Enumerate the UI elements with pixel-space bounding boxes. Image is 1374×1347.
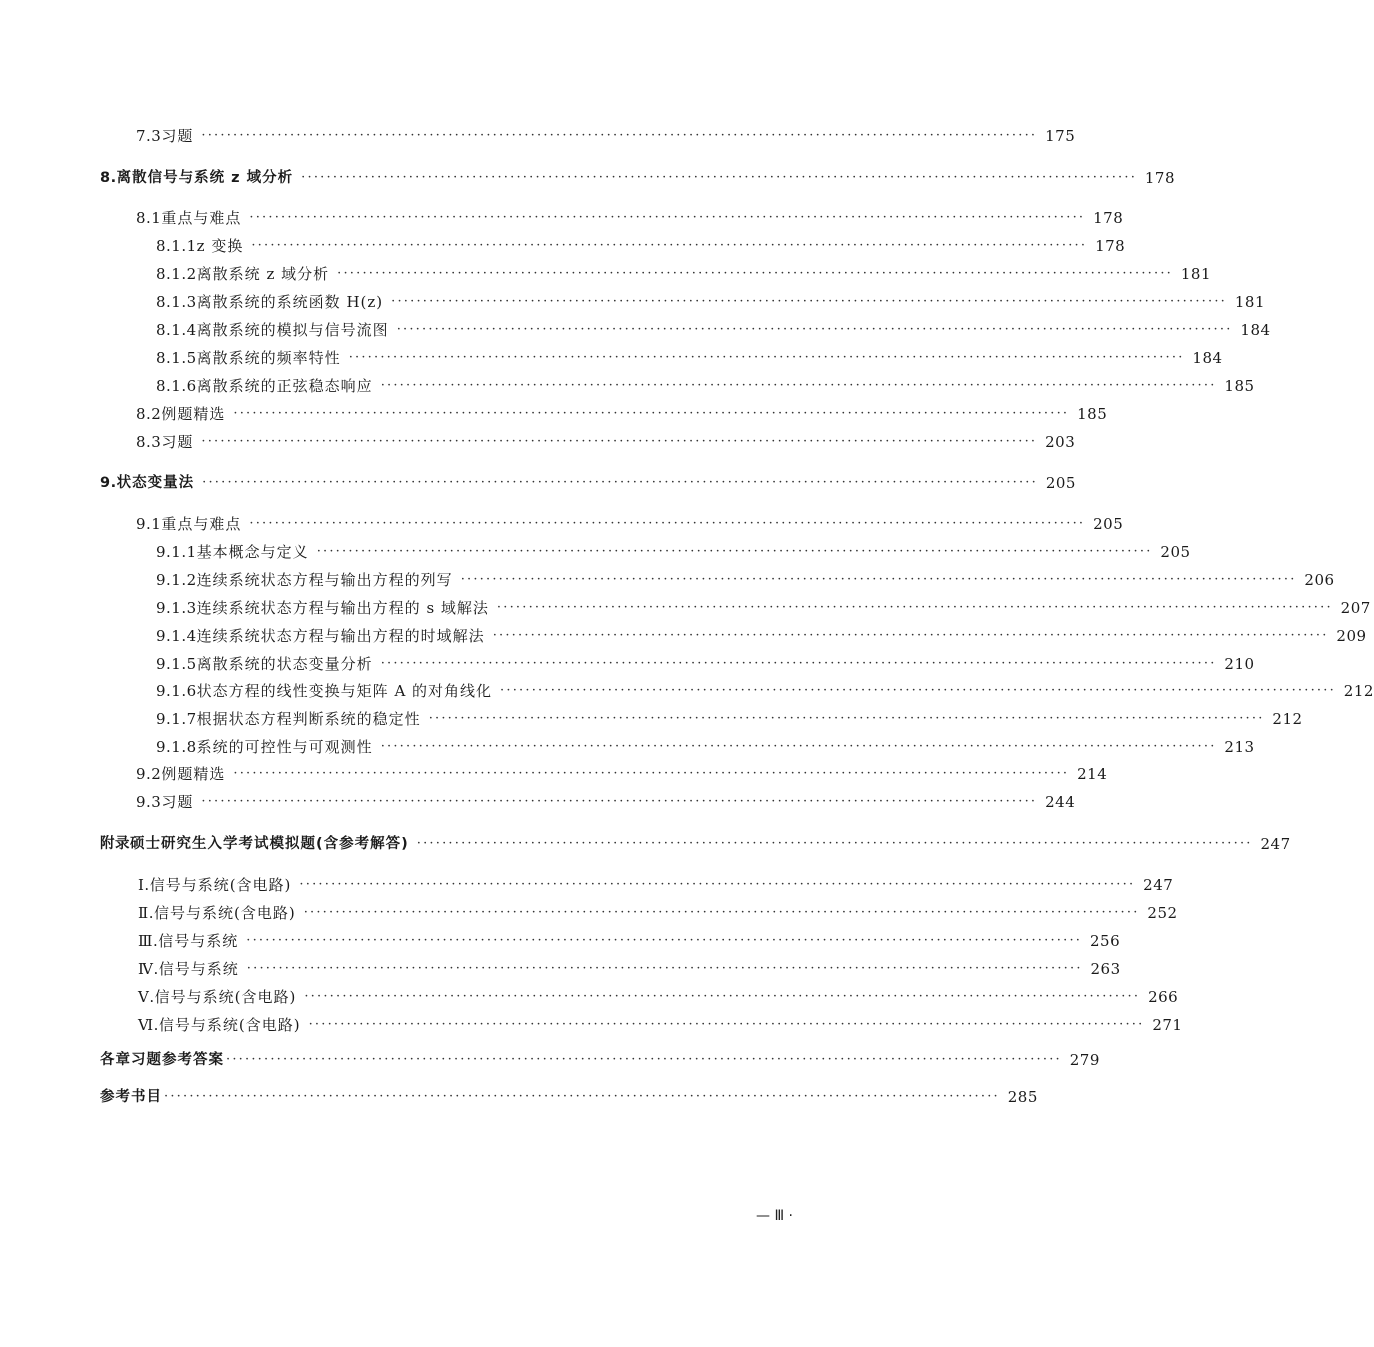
entry-number: 9.2 bbox=[136, 765, 162, 783]
entry-number: Ⅵ. bbox=[138, 1016, 159, 1034]
toc-entry bbox=[156, 736, 1255, 758]
toc-entry bbox=[156, 347, 1223, 369]
leader-dots: ···································································································································· bbox=[416, 836, 1253, 851]
entry-page: 203 bbox=[1045, 433, 1076, 451]
leader-dots: ···································································································································· bbox=[164, 1089, 1000, 1104]
toc-entry bbox=[138, 902, 1178, 924]
leader-dots: ···································································································································· bbox=[492, 628, 1329, 643]
entry-number: 9.3 bbox=[136, 793, 162, 811]
entry-title: 离散信号与系统 z 域分析 bbox=[116, 170, 294, 186]
entry-page: 181 bbox=[1234, 293, 1266, 311]
leader-dots: ···································································································································· bbox=[380, 656, 1217, 671]
leader-dots: ···································································································································· bbox=[226, 1052, 1062, 1067]
entry-title: 离散系统的频率特性 bbox=[196, 349, 341, 367]
entry-page: 184 bbox=[1240, 321, 1271, 339]
toc-entry bbox=[156, 708, 1303, 730]
entry-page: 271 bbox=[1152, 1016, 1183, 1034]
toc-references-entry bbox=[100, 1086, 1038, 1108]
entry-page: 213 bbox=[1224, 738, 1255, 756]
entry-title: 状态变量法 bbox=[116, 475, 195, 491]
toc-entry bbox=[138, 1014, 1183, 1036]
entry-page: 212 bbox=[1343, 682, 1374, 700]
entry-number: Ⅰ. bbox=[138, 876, 150, 894]
entry-title: 离散系统的正弦稳态响应 bbox=[196, 377, 373, 395]
entry-title: 例题精选 bbox=[161, 765, 226, 783]
leader-dots: ···································································································································· bbox=[304, 989, 1141, 1004]
toc-entry bbox=[156, 625, 1367, 647]
toc-entry bbox=[138, 874, 1174, 896]
leader-dots: ···································································································································· bbox=[201, 128, 1038, 143]
toc-entry bbox=[156, 375, 1255, 397]
entry-number: 7.3 bbox=[136, 127, 162, 145]
entry-title: 信号与系统 bbox=[158, 932, 239, 950]
entry-title: 信号与系统 bbox=[158, 960, 239, 978]
entry-title: 信号与系统(含电路) bbox=[154, 988, 297, 1006]
entry-title: 状态方程的线性变换与矩阵 A 的对角线化 bbox=[196, 682, 493, 700]
entry-title: 根据状态方程判断系统的稳定性 bbox=[196, 710, 421, 728]
entry-number: Ⅳ. bbox=[138, 960, 159, 978]
toc-entry bbox=[156, 569, 1335, 591]
entry-number: 8.1.3 bbox=[156, 293, 197, 311]
entry-page: 205 bbox=[1160, 543, 1191, 561]
entry-number: 9.1.4 bbox=[156, 627, 197, 645]
leader-dots: ···································································································································· bbox=[428, 711, 1265, 726]
toc-entry bbox=[136, 431, 1076, 453]
entry-page: 285 bbox=[1007, 1088, 1038, 1106]
toc-entry bbox=[156, 291, 1266, 313]
entry-number: 8.1.6 bbox=[156, 377, 197, 395]
entry-page: 206 bbox=[1304, 571, 1335, 589]
entry-title: 重点与难点 bbox=[161, 515, 242, 533]
entry-number: 8.1 bbox=[136, 209, 162, 227]
entry-title: 离散系统的状态变量分析 bbox=[196, 655, 373, 673]
entry-page: 212 bbox=[1272, 710, 1303, 728]
leader-dots: ···································································································································· bbox=[316, 544, 1153, 559]
leader-dots: ···································································································································· bbox=[496, 600, 1333, 615]
leader-dots: ···································································································································· bbox=[233, 406, 1070, 421]
toc-entry bbox=[156, 541, 1191, 563]
entry-page: 185 bbox=[1224, 377, 1255, 395]
leader-dots: ···································································································································· bbox=[460, 572, 1297, 587]
toc-entry bbox=[138, 986, 1179, 1008]
entry-number: 9.1.2 bbox=[156, 571, 197, 589]
toc-entry bbox=[156, 653, 1255, 675]
leader-dots: ···································································································································· bbox=[396, 322, 1233, 337]
entry-page: 178 bbox=[1095, 237, 1126, 255]
leader-dots: ···································································································································· bbox=[308, 1017, 1145, 1032]
toc-answers-entry bbox=[100, 1049, 1100, 1071]
toc-entry bbox=[156, 597, 1371, 619]
entry-number: 9.1.8 bbox=[156, 738, 197, 756]
toc-entry bbox=[136, 125, 1076, 147]
entry-page: 178 bbox=[1093, 209, 1124, 227]
entry-page: 247 bbox=[1143, 876, 1174, 894]
toc-entry bbox=[136, 791, 1076, 813]
entry-title: 连续系统状态方程与输出方程的列写 bbox=[196, 571, 453, 589]
leader-dots: ···································································································································· bbox=[201, 794, 1038, 809]
toc-entry bbox=[136, 207, 1124, 229]
leader-dots: ···································································································································· bbox=[246, 933, 1083, 948]
entry-page: 210 bbox=[1224, 655, 1255, 673]
toc-chapter-entry bbox=[100, 167, 1176, 189]
entry-number: 8. bbox=[100, 170, 117, 186]
toc-appendix-entry bbox=[100, 833, 1291, 855]
entry-number: 8.3 bbox=[136, 433, 162, 451]
entry-title: 离散系统 z 域分析 bbox=[196, 265, 330, 283]
entry-title: 基本概念与定义 bbox=[196, 543, 309, 561]
entry-page: 205 bbox=[1045, 474, 1076, 492]
entry-title: 习题 bbox=[161, 127, 194, 145]
entry-title: 连续系统状态方程与输出方程的 s 域解法 bbox=[196, 599, 489, 617]
entry-title: 习题 bbox=[161, 433, 194, 451]
entry-page: 214 bbox=[1077, 765, 1108, 783]
entry-page: 185 bbox=[1077, 405, 1108, 423]
entry-title: z 变换 bbox=[196, 237, 244, 255]
leader-dots: ···································································································································· bbox=[246, 961, 1083, 976]
entry-number: Ⅲ. bbox=[138, 932, 159, 950]
entry-page: 256 bbox=[1089, 932, 1121, 950]
entry-number: 8.1.4 bbox=[156, 321, 197, 339]
entry-number: 8.1.2 bbox=[156, 265, 197, 283]
toc-entry bbox=[156, 235, 1126, 257]
entry-number: 9.1.1 bbox=[156, 543, 197, 561]
entry-title: 系统的可控性与可观测性 bbox=[196, 738, 373, 756]
leader-dots: ···································································································································· bbox=[233, 766, 1070, 781]
toc-entry bbox=[138, 958, 1121, 980]
entry-title: 硕士研究生入学考试模拟题(含参考解答) bbox=[130, 836, 409, 852]
entry-number: 9.1.3 bbox=[156, 599, 197, 617]
entry-title: 例题精选 bbox=[161, 405, 226, 423]
entry-number: 8.2 bbox=[136, 405, 162, 423]
toc-entry bbox=[156, 680, 1374, 702]
toc-entry bbox=[136, 403, 1108, 425]
leader-dots: ···································································································································· bbox=[202, 475, 1038, 490]
entry-title: 重点与难点 bbox=[161, 209, 242, 227]
entry-title: 连续系统状态方程与输出方程的时域解法 bbox=[196, 627, 485, 645]
entry-title: 离散系统的系统函数 H(z) bbox=[196, 293, 384, 311]
leader-dots: ···································································································································· bbox=[348, 350, 1185, 365]
toc-entry bbox=[136, 513, 1124, 535]
leader-dots: ···································································································································· bbox=[249, 210, 1086, 225]
leader-dots: ···································································································································· bbox=[500, 683, 1336, 698]
toc-entry bbox=[156, 263, 1211, 285]
entry-page: 263 bbox=[1090, 960, 1121, 978]
entry-page: 205 bbox=[1093, 515, 1124, 533]
leader-dots: ···································································································································· bbox=[391, 294, 1228, 309]
entry-title: 各章习题参考答案 bbox=[100, 1052, 224, 1068]
entry-number: 9.1.7 bbox=[156, 710, 197, 728]
entry-number: 9. bbox=[100, 475, 117, 491]
leader-dots: ···································································································································· bbox=[380, 378, 1217, 393]
entry-page: 252 bbox=[1147, 904, 1178, 922]
leader-dots: ···································································································································· bbox=[201, 434, 1038, 449]
entry-number: 附录 bbox=[100, 836, 130, 852]
entry-page: 209 bbox=[1336, 627, 1367, 645]
leader-dots: ···································································································································· bbox=[301, 170, 1138, 185]
leader-dots: ···································································································································· bbox=[299, 877, 1136, 892]
entry-number: 9.1.5 bbox=[156, 655, 197, 673]
entry-title: 信号与系统(含电路) bbox=[153, 904, 296, 922]
entry-title: 参考书目 bbox=[100, 1089, 162, 1105]
entry-title: 信号与系统(含电路) bbox=[158, 1016, 301, 1034]
entry-number: 8.1.1 bbox=[156, 237, 197, 255]
leader-dots: ···································································································································· bbox=[251, 238, 1088, 253]
entry-number: 8.1.5 bbox=[156, 349, 197, 367]
entry-title: 信号与系统(含电路) bbox=[149, 876, 292, 894]
entry-number: Ⅱ. bbox=[138, 904, 154, 922]
entry-page: 207 bbox=[1340, 599, 1371, 617]
page-footer: — Ⅲ · bbox=[756, 1208, 794, 1224]
leader-dots: ···································································································································· bbox=[303, 905, 1140, 920]
toc-entry bbox=[138, 930, 1121, 952]
entry-page: 178 bbox=[1144, 169, 1176, 187]
entry-number: 9.1.6 bbox=[156, 682, 197, 700]
leader-dots: ···································································································································· bbox=[337, 266, 1173, 281]
entry-number: Ⅴ. bbox=[138, 988, 155, 1006]
toc-entry bbox=[156, 319, 1271, 341]
entry-page: 184 bbox=[1192, 349, 1223, 367]
entry-page: 175 bbox=[1045, 127, 1076, 145]
entry-page: 244 bbox=[1045, 793, 1076, 811]
entry-number: 9.1 bbox=[136, 515, 162, 533]
entry-page: 247 bbox=[1260, 835, 1291, 853]
entry-title: 习题 bbox=[161, 793, 194, 811]
entry-page: 279 bbox=[1069, 1051, 1100, 1069]
toc-chapter-entry bbox=[100, 472, 1076, 494]
toc-entry bbox=[136, 763, 1108, 785]
leader-dots: ···································································································································· bbox=[249, 516, 1086, 531]
leader-dots: ···································································································································· bbox=[380, 739, 1217, 754]
entry-page: 181 bbox=[1180, 265, 1211, 283]
entry-page: 266 bbox=[1148, 988, 1179, 1006]
entry-title: 离散系统的模拟与信号流图 bbox=[196, 321, 389, 339]
